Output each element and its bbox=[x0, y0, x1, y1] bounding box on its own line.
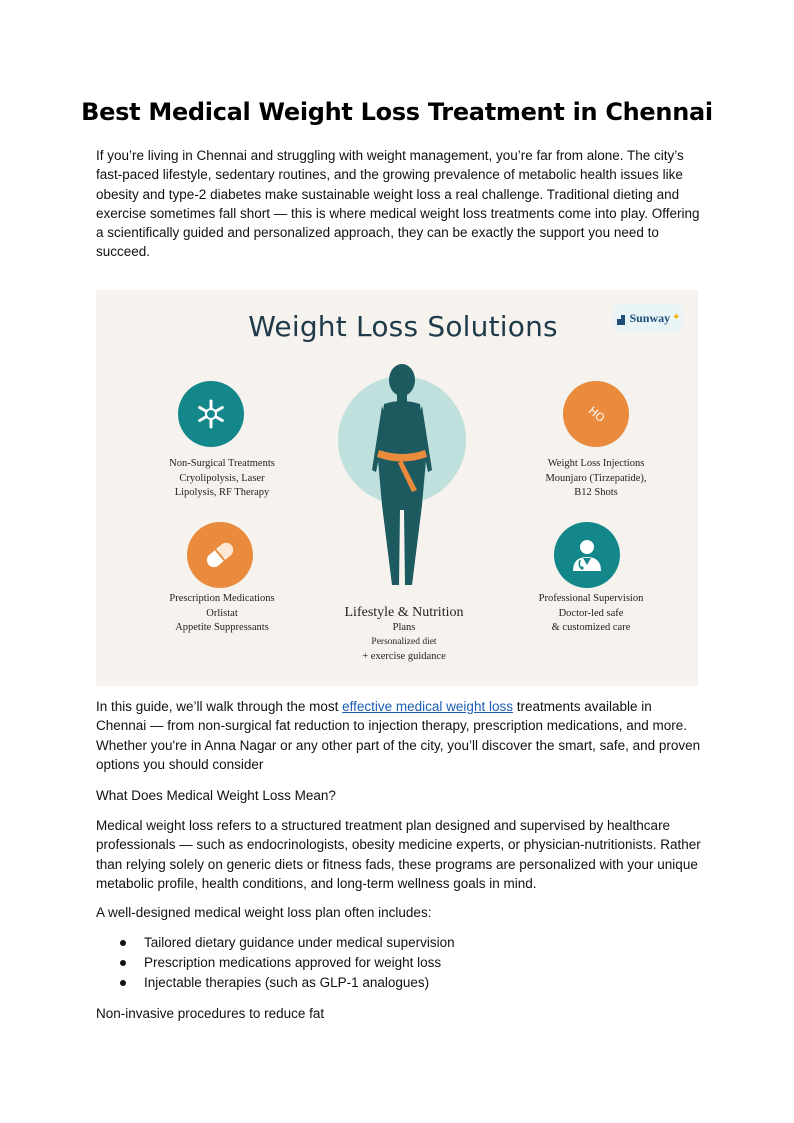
lifestyle-caption bbox=[324, 606, 484, 664]
non-surgical-icon-circle bbox=[178, 381, 244, 447]
question-heading: What Does Medical Weight Loss Mean? bbox=[96, 788, 336, 803]
supervision-caption bbox=[521, 592, 661, 636]
sunway-logo bbox=[613, 304, 683, 332]
non-surgical-line-2: Lipolysis, RF Therapy bbox=[174, 487, 270, 498]
closing-line: Non-invasive procedures to reduce fat bbox=[96, 1006, 325, 1021]
supervision-title: Professional Supervision bbox=[538, 593, 644, 604]
prescription-title: Prescription Medications bbox=[169, 593, 275, 604]
lifestyle-line-1: Plans bbox=[392, 621, 416, 633]
supervision-line-1: Doctor-led safe bbox=[558, 607, 624, 619]
guide-text-before: In this guide, we’ll walk through the most bbox=[96, 699, 343, 714]
guide-text-after: treatments available in Chennai — from non-surgical fat reduction to injection therapy, prescription medications, and more. Whether you're in Anna Nagar or any other part of the city, you’ll discover the smart, safe, and proven options you should consider bbox=[96, 699, 701, 772]
injection-line-2: B12 Shots bbox=[574, 487, 618, 498]
lifestyle-line-2: Personalized diet bbox=[371, 637, 437, 647]
list-item: Prescription medications approved for weight loss bbox=[96, 953, 702, 973]
syringe-icon: HO bbox=[585, 403, 607, 425]
non-surgical-line-1: Cryolipolysis, Laser bbox=[179, 472, 265, 484]
pill-icon bbox=[201, 536, 239, 574]
injection-title: Weight Loss Injections bbox=[547, 458, 645, 469]
injection-icon-circle bbox=[563, 381, 629, 447]
page-title: Best Medical Weight Loss Treatment in Chennai bbox=[81, 98, 713, 126]
intro-paragraph: If you’re living in Chennai and struggling with weight management, you’re far from alone. The city’s fast-paced lifestyle, sedentary routines, and the growing prevalence of metabolic health issues like obesity and type-2 diabetes make sustainable weight loss a real challenge. Traditional dieting and exercise sometimes fall short — this is where medical weight loss treatments come into play. Offering a scientifically guided and personalized approach, they can be exactly the support you need to succeed. bbox=[96, 148, 700, 260]
injection-caption bbox=[526, 457, 666, 501]
plan-intro: A well-designed medical weight loss plan often includes: bbox=[96, 905, 432, 920]
weight-loss-infographic bbox=[96, 290, 698, 686]
non-surgical-title: Non-Surgical Treatments bbox=[169, 458, 275, 469]
logo-text: Sunway bbox=[629, 310, 671, 325]
logo-mark-icon bbox=[615, 310, 627, 326]
effective-weight-loss-link[interactable]: effective medical weight loss bbox=[342, 699, 513, 714]
list-item: Injectable therapies (such as GLP-1 analogues) bbox=[96, 973, 702, 993]
lifestyle-title: Lifestyle & Nutrition bbox=[344, 605, 464, 620]
definition-paragraph: Medical weight loss refers to a structured treatment plan designed and supervised by healthcare professionals — such as endocrinologists, obesity medicine experts, or physician-nutritionists. Rather than relying solely on generic diets or fitness fads, these programs are personalized with your unique metabolic profile, health conditions, and long-term wellness goals in mind. bbox=[96, 818, 701, 891]
non-surgical-caption bbox=[152, 457, 292, 501]
snowflake-icon bbox=[194, 397, 228, 431]
supervision-icon-circle bbox=[554, 522, 620, 588]
supervision-line-2: & customized care bbox=[551, 622, 631, 633]
plan-list bbox=[96, 933, 702, 993]
list-item: Tailored dietary guidance under medical supervision bbox=[96, 933, 702, 953]
lifestyle-line-3: + exercise guidance bbox=[362, 650, 446, 662]
doctor-icon bbox=[567, 535, 607, 575]
prescription-line-2: Appetite Suppressants bbox=[175, 622, 269, 633]
infographic-title: Weight Loss Solutions bbox=[248, 310, 558, 343]
guide-paragraph bbox=[96, 697, 702, 774]
logo-star-icon: ✦ bbox=[672, 312, 681, 323]
prescription-caption bbox=[152, 592, 292, 636]
prescription-line-1: Orlistat bbox=[206, 607, 238, 619]
body-silhouette-icon bbox=[332, 360, 472, 600]
prescription-icon-circle bbox=[187, 522, 253, 588]
injection-line-1: Mounjaro (Tirzepatide), bbox=[545, 472, 647, 484]
